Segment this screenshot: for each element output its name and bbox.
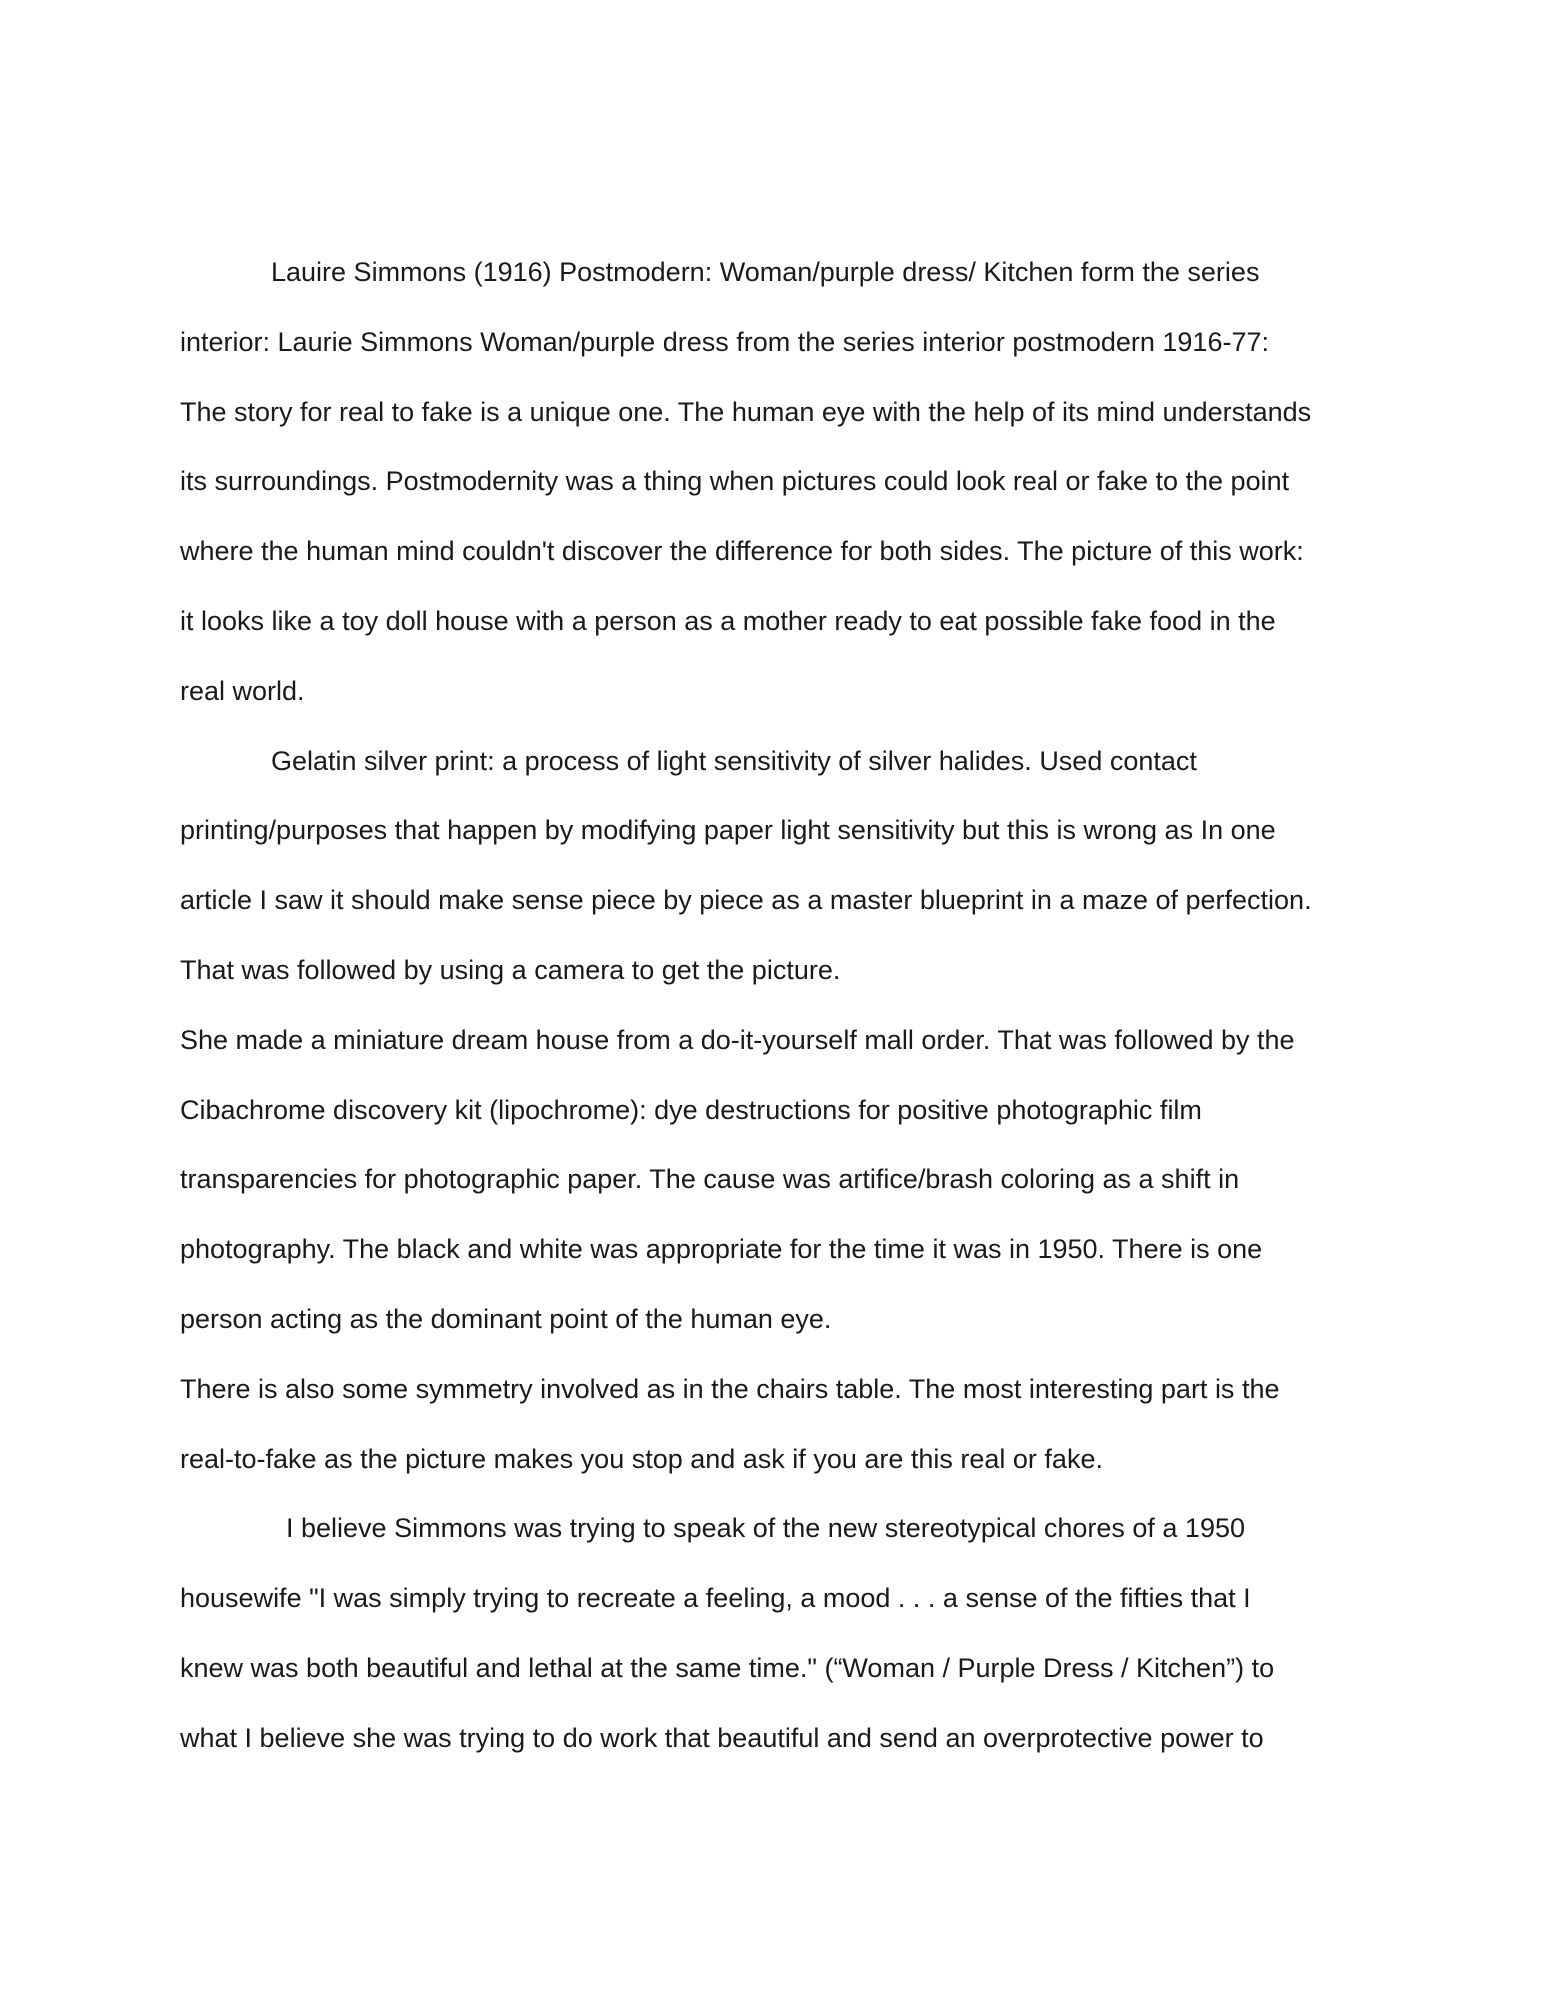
text-line: That was followed by using a camera to get the picture. <box>180 954 841 985</box>
text-line: Cibachrome discovery kit (lipochrome): dye destructions for positive photographic film <box>180 1094 1202 1125</box>
text-line: it looks like a toy doll house with a person as a mother ready to eat possible fake food in the <box>180 605 1276 636</box>
text-line: photography. The black and white was appropriate for the time it was in 1950. There is one <box>180 1234 1263 1265</box>
text-line: real world. <box>180 675 305 706</box>
text-line: where the human mind couldn't discover the difference for both sides. The picture of this work: <box>180 536 1304 567</box>
text-line: She made a miniature dream house from a do-it-yourself mall order. That was followed by the <box>180 1024 1295 1055</box>
text-line: There is also some symmetry involved as in the chairs table. The most interesting part is the <box>180 1373 1280 1404</box>
text-line: The story for real to fake is a unique one. The human eye with the help of its mind understands <box>180 396 1312 427</box>
text-line: transparencies for photographic paper. The cause was artifice/brash coloring as a shift in <box>180 1164 1240 1195</box>
text-line: knew was both beautiful and lethal at the same time." (“Woman / Purple Dress / Kitchen”) to <box>180 1652 1275 1683</box>
document-body <box>180 238 1380 1774</box>
text-line: Lauire Simmons (1916) Postmodern: Woman/purple dress/ Kitchen form the series <box>271 257 1260 287</box>
text-line: real-to-fake as the picture makes you stop and ask if you are this real or fake. <box>180 1443 1103 1474</box>
text-line: person acting as the dominant point of the human eye. <box>180 1303 832 1334</box>
text-line: printing/purposes that happen by modifying paper light sensitivity but this is wrong as In one <box>180 815 1276 846</box>
text-line: article I saw it should make sense piece by piece as a master blueprint in a maze of perfection. <box>180 885 1312 916</box>
text-line: Gelatin silver print: a process of light sensitivity of silver halides. Used contact <box>271 745 1197 776</box>
text-line: housewife "I was simply trying to recreate a feeling, a mood . . . a sense of the fifties that I <box>180 1583 1251 1614</box>
text-line: interior: Laurie Simmons Woman/purple dress from the series interior postmodern 1916-77: <box>180 326 1269 357</box>
text-line: I believe Simmons was trying to speak of the new stereotypical chores of a 1950 <box>286 1513 1246 1544</box>
text-line: its surroundings. Postmodernity was a thing when pictures could look real or fake to the point <box>180 466 1290 497</box>
text-line: what I believe she was trying to do work that beautiful and send an overprotective power to <box>180 1722 1264 1753</box>
